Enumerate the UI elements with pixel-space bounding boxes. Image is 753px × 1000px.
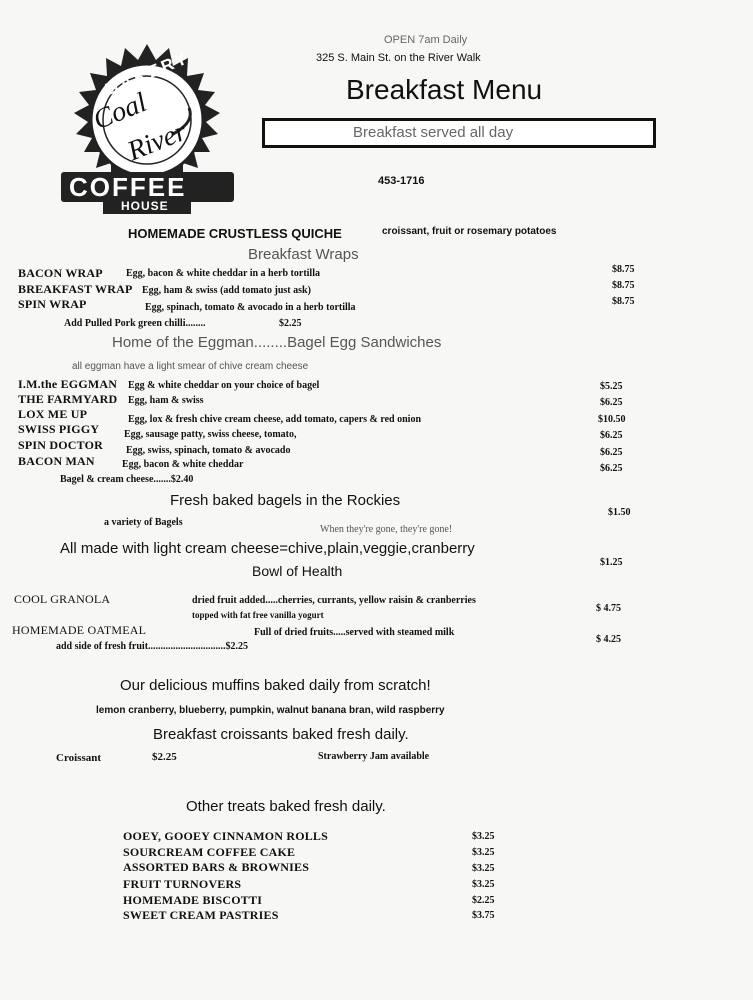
menu-item-price: $ 4.75 xyxy=(596,603,621,614)
wraps-heading: Breakfast Wraps xyxy=(248,246,359,263)
health-addon: add side of fresh fruit...............................$2.25 xyxy=(56,641,249,652)
logo-bakery-text: BAKERY xyxy=(102,48,193,100)
open-hours: OPEN 7am Daily xyxy=(384,34,468,46)
menu-item-price: $5.25 xyxy=(600,381,623,392)
menu-item-price: $8.75 xyxy=(612,296,635,307)
bagels-cream-line: All made with light cream cheese=chive,plain,veggie,cranberry xyxy=(60,540,475,557)
menu-item-desc: Egg, swiss, spinach, tomato & avocado xyxy=(126,445,291,456)
treats-heading: Other treats baked fresh daily. xyxy=(186,798,386,815)
menu-item-name: SWISS PIGGY xyxy=(18,422,100,436)
croissant-label: Croissant xyxy=(56,752,102,764)
menu-item-name: LOX ME UP xyxy=(18,407,88,421)
menu-item-name: I.M.the EGGMAN xyxy=(18,377,118,391)
bagels-variety-price: $1.50 xyxy=(608,507,631,518)
menu-item-desc: Egg, lox & fresh chive cream cheese, add tomato, capers & red onion xyxy=(128,414,422,425)
croissant-price: $2.25 xyxy=(152,751,177,763)
bakery-logo xyxy=(55,42,240,217)
menu-item-name: HOMEMADE OATMEAL xyxy=(12,623,147,637)
menu-item-name: COOL GRANOLA xyxy=(14,592,111,606)
menu-item-desc: Egg, spinach, tomato & avocado in a herb tortilla xyxy=(145,302,356,313)
menu-item-name: THE FARMYARD xyxy=(18,392,118,406)
logo-coffee-text: COFFEE xyxy=(69,172,187,202)
logo-river-text: River xyxy=(123,115,192,168)
menu-item-desc: Egg, ham & swiss xyxy=(128,395,204,406)
menu-item-name: FRUIT TURNOVERS xyxy=(123,877,242,891)
menu-item-desc-2: topped with fat free vanilla yogurt xyxy=(192,610,324,620)
menu-item-name: SOURCREAM COFFEE CAKE xyxy=(123,845,296,859)
menu-item-price: $8.75 xyxy=(612,280,635,291)
menu-item-desc: Egg, bacon & white cheddar xyxy=(122,459,244,470)
menu-item-price: $6.25 xyxy=(600,463,623,474)
menu-item-desc: Egg, ham & swiss (add tomato just ask) xyxy=(142,285,311,296)
menu-item-price: $8.75 xyxy=(612,264,635,275)
eggman-heading: Home of the Eggman........Bagel Egg Sandwiches xyxy=(112,334,442,351)
croissants-heading: Breakfast croissants baked fresh daily. xyxy=(153,726,409,743)
menu-item-price: $3.25 xyxy=(472,879,495,890)
muffins-flavors: lemon cranberry, blueberry, pumpkin, walnut banana bran, wild raspberry xyxy=(96,705,445,716)
menu-item-price: $6.25 xyxy=(600,397,623,408)
menu-item-name: SPIN DOCTOR xyxy=(18,438,103,452)
phone-number: 453-1716 xyxy=(378,175,425,187)
menu-item-name: SWEET CREAM PASTRIES xyxy=(123,908,279,922)
menu-item-name: BACON MAN xyxy=(18,454,95,468)
menu-item-desc: Egg, bacon & white cheddar in a herb tortilla xyxy=(126,268,320,279)
quiche-title: HOMEMADE CRUSTLESS QUICHE xyxy=(128,226,342,241)
wraps-addon: Add Pulled Pork green chilli........ xyxy=(64,318,206,329)
eggman-subnote: all eggman have a light smear of chive cream cheese xyxy=(72,361,309,372)
menu-item-name: ASSORTED BARS & BROWNIES xyxy=(123,860,310,874)
menu-item-desc: Egg, sausage patty, swiss cheese, tomato, xyxy=(124,429,297,440)
menu-item-name: OOEY, GOOEY CINNAMON ROLLS xyxy=(123,829,329,843)
menu-item-name: HOMEMADE BISCOTTI xyxy=(123,893,263,907)
logo-coal-text: Coal xyxy=(88,86,152,137)
page-title: Breakfast Menu xyxy=(346,74,543,105)
menu-item-desc: Full of dried fruits.....served with steamed milk xyxy=(254,627,455,638)
bagels-variety: a variety of Bagels xyxy=(104,517,183,528)
menu-item-price: $3.25 xyxy=(472,831,495,842)
menu-item-price: $6.25 xyxy=(600,430,623,441)
muffins-heading: Our delicious muffins baked daily from scratch! xyxy=(120,677,431,694)
menu-item-name: BACON WRAP xyxy=(18,266,103,280)
bagels-cream-price: $1.25 xyxy=(600,557,623,568)
served-all-day-banner xyxy=(262,118,656,148)
menu-item-price: $6.25 xyxy=(600,447,623,458)
menu-item-price: $2.25 xyxy=(472,895,495,906)
menu-item-price: $3.25 xyxy=(472,847,495,858)
bagels-gone-note: When they're gone, they're gone! xyxy=(320,524,453,535)
menu-item-price: $3.75 xyxy=(472,910,495,921)
wraps-addon-price: $2.25 xyxy=(279,318,302,329)
menu-item-desc: Egg & white cheddar on your choice of bagel xyxy=(128,380,320,391)
menu-item-price: $ 4.25 xyxy=(596,634,621,645)
logo-house-text: HOUSE xyxy=(121,199,169,213)
menu-item-name: BREAKFAST WRAP xyxy=(18,282,133,296)
bagels-heading: Fresh baked bagels in the Rockies xyxy=(170,492,401,509)
menu-item-price: $3.25 xyxy=(472,863,495,874)
address: 325 S. Main St. on the River Walk xyxy=(316,52,481,64)
served-all-day-text: Breakfast served all day xyxy=(353,124,514,141)
health-heading: Bowl of Health xyxy=(252,563,343,579)
quiche-note: croissant, fruit or rosemary potatoes xyxy=(382,226,557,237)
bagel-cream-cheese: Bagel & cream cheese.......$2.40 xyxy=(60,474,194,485)
menu-item-desc: dried fruit added.....cherries, currants, yellow raisin & cranberries xyxy=(192,595,476,606)
croissant-jam: Strawberry Jam available xyxy=(318,751,430,762)
menu-item-name: SPIN WRAP xyxy=(18,297,87,311)
menu-item-price: $10.50 xyxy=(598,414,626,425)
